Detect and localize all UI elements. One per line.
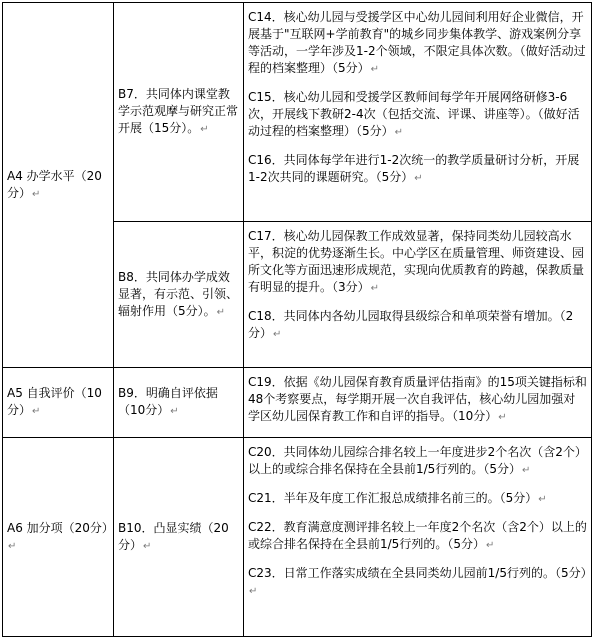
criterion-c16: C16．共同体每学年进行1-2次统一的教学质量研讨分析，开展1-2次共同的课题研究。（5分）↵	[248, 153, 580, 184]
item-b9-label: B9．明确自评依据（10分）	[118, 386, 218, 417]
item-b8-label: B8．共同体办学成效显著，有示范、引领、辐射作用（5分）。	[118, 269, 239, 318]
paragraph-mark-icon: ↵	[143, 540, 152, 552]
item-b9-cell	[114, 368, 244, 438]
paragraph-mark-icon: ↵	[249, 586, 258, 597]
criterion-c20: C20．共同体幼儿园综合排名较上一年度进步2个名次（含2个）以上的或综合排名保持在全县前1/5行列的。（5分）↵	[248, 445, 587, 476]
paragraph-mark-icon: ↵	[521, 465, 531, 476]
paragraph-mark-icon: ↵	[538, 494, 547, 505]
item-b7-cell	[114, 3, 244, 222]
paragraph-mark-icon: ↵	[170, 406, 179, 417]
item-b7-label: B7．共同体内课堂教学示范观摩与研究正常开展（15分）。	[118, 87, 239, 135]
paragraph-mark-icon: ↵	[394, 127, 404, 138]
paragraph-mark-icon: ↵	[498, 412, 507, 423]
criteria-b8-cell	[244, 222, 592, 368]
criteria-b7-cell	[244, 3, 592, 222]
paragraph-mark-icon: ↵	[216, 306, 226, 318]
item-b8-cell	[114, 222, 244, 368]
criterion-c18: C18．共同体内各幼儿园取得县级综合和单项荣誉有增加。（2分）↵	[248, 309, 574, 340]
criteria-b10-cell	[244, 438, 592, 637]
paragraph-mark-icon: ↵	[32, 406, 41, 417]
category-a6-label: A6 加分项（20分）	[7, 520, 114, 535]
criterion-c19: C19．依据《幼儿园保育教育质量评估指南》的15项关键指标和48个考察要点，每学期开展一次自我评估，核心幼儿园加强对学区幼儿园保育教工作和自评的指导。（10分）↵	[248, 375, 587, 423]
item-b10-label: B10．凸显实绩（20分）	[118, 520, 229, 552]
paragraph-mark-icon: ↵	[485, 540, 495, 551]
paragraph-mark-icon: ↵	[8, 540, 17, 552]
item-b10-cell	[114, 438, 244, 637]
category-a5-cell	[3, 368, 114, 438]
table-row	[3, 3, 592, 222]
criteria-b9-cell	[244, 368, 592, 438]
category-a4-label: A4 办学水平（20分）	[7, 168, 102, 200]
criterion-c23: C23．日常工作落实成绩在全县同类幼儿园前1/5行列的。（5分）↵	[248, 566, 593, 597]
paragraph-mark-icon: ↵	[273, 329, 282, 340]
paragraph-mark-icon: ↵	[370, 283, 380, 294]
criterion-c17: C17．核心幼儿园保教工作成效显著，保持同类幼儿园较高水平，积淀的优势逐渐生长。中心学区在质量管理、师资建设、园所文化等方面迅速形成规范，实现向优质教育的跨越，保教质量有明显的提升。（3分）↵	[248, 229, 585, 294]
category-a6-cell	[3, 438, 114, 637]
paragraph-mark-icon: ↵	[200, 124, 209, 135]
criterion-c14: C14．核心幼儿园与受援学区中心幼儿园间利用好企业微信，开展基于"互联网+学前教育"的城乡同步集体教学、游戏案例分享等活动，一学年涉及1-2个领域，不限定具体次数。（做好活动过程的档案整理）（5分）↵	[248, 10, 586, 75]
criterion-c21: C21．半年及年度工作汇报总成绩排名前三的。（5分）↵	[248, 491, 547, 505]
table-row	[3, 438, 592, 637]
paragraph-mark-icon: ↵	[414, 173, 423, 184]
category-a4-cell	[3, 3, 114, 368]
evaluation-table	[2, 2, 592, 637]
table-row	[3, 368, 592, 438]
criterion-c15: C15．核心幼儿园和受援学区教师间每学年开展网络研修3-6次，开展线下教研2-4次（包括交流、评课、讲座等）。（做好活动过程的档案整理）（5分）↵	[248, 90, 580, 138]
paragraph-mark-icon: ↵	[32, 188, 41, 200]
paragraph-mark-icon: ↵	[370, 64, 380, 75]
criterion-c22: C22．教育满意度测评排名较上一年度2个名次（含2个）以上的或综合排名保持在全县前1/5行列的。（5分）↵	[248, 520, 587, 551]
category-a5-label: A5 自我评价（10分）	[7, 386, 102, 417]
